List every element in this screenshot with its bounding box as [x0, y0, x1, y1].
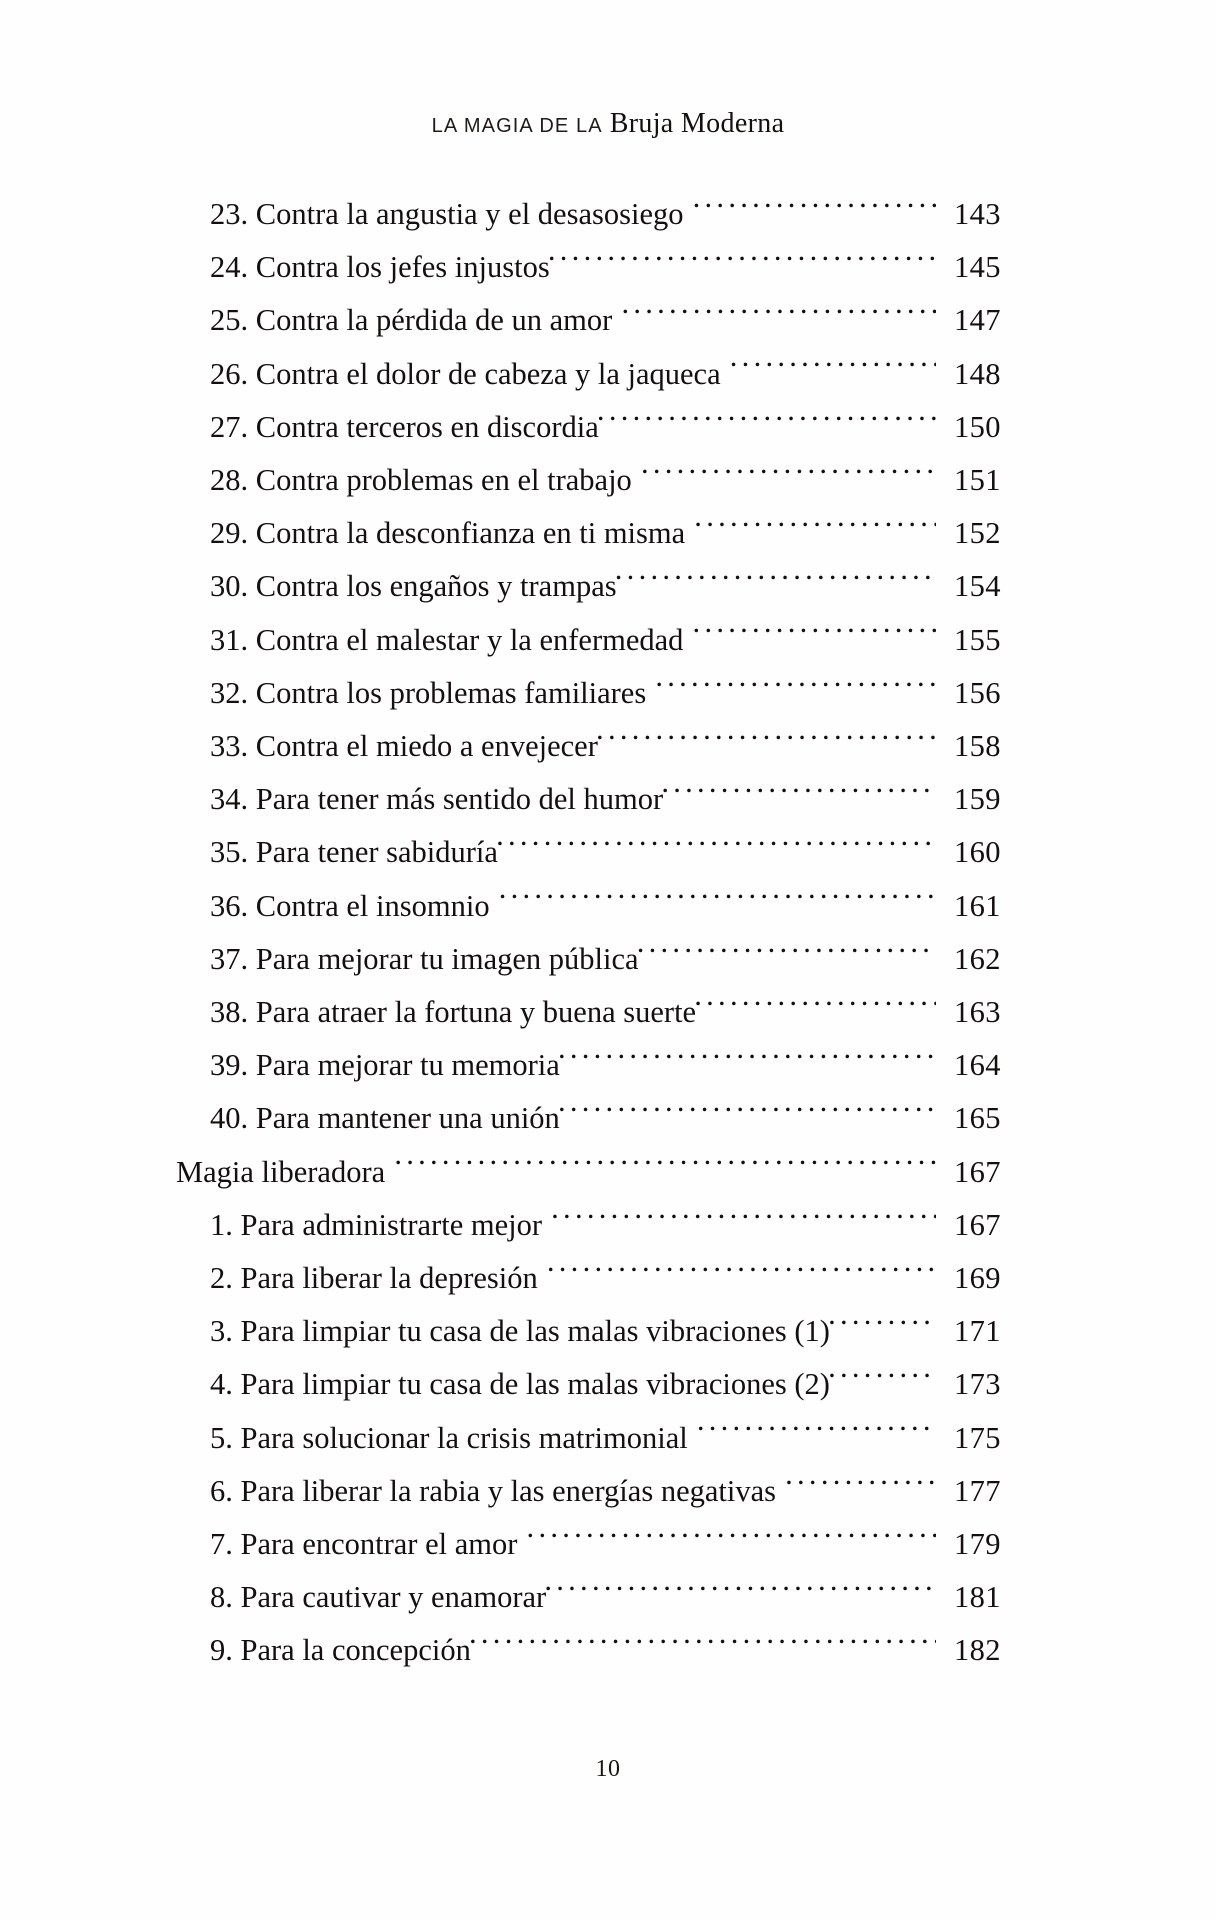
toc-entry-page-number: 179	[954, 1527, 1001, 1562]
toc-entry-page-number: 182	[954, 1633, 1001, 1668]
toc-entry-label: 29. Contra la desconfianza en ti misma	[210, 516, 686, 551]
toc-entry-page-number: 167	[954, 1154, 1001, 1189]
toc-entry[interactable]	[176, 454, 1040, 507]
toc-entry[interactable]	[176, 241, 1040, 294]
toc-entry[interactable]	[176, 1252, 1040, 1305]
toc-entry-page-number: 167	[954, 1207, 1001, 1242]
page-folio: 10	[595, 1756, 621, 1782]
toc-entry-page-number: 173	[954, 1367, 1001, 1402]
toc-entry-label: 32. Contra los problemas familiares	[210, 675, 647, 710]
toc-entry[interactable]	[176, 1039, 1040, 1092]
toc-entry-page-number: 169	[954, 1261, 1001, 1296]
toc-leader-dots	[730, 353, 937, 384]
toc-entry-page-number: 145	[954, 250, 1001, 285]
table-of-contents	[176, 188, 1040, 1678]
toc-entry[interactable]	[176, 1518, 1040, 1571]
toc-entry-label: 27. Contra terceros en discordia	[210, 409, 599, 444]
toc-entry-label: 3. Para limpiar tu casa de las malas vibraciones (1)	[210, 1314, 830, 1349]
toc-entry[interactable]	[176, 507, 1040, 560]
toc-entry[interactable]	[176, 1199, 1040, 1252]
toc-entry-label: 6. Para liberar la rabia y las energías negativas	[210, 1473, 776, 1508]
toc-entry-label: 2. Para liberar la depresión	[210, 1261, 538, 1296]
toc-entry-page-number: 181	[954, 1580, 1001, 1615]
toc-entry[interactable]	[176, 560, 1040, 613]
toc-entry[interactable]	[176, 614, 1040, 667]
toc-entry-page-number: 175	[954, 1420, 1001, 1455]
toc-entry[interactable]	[176, 1624, 1040, 1677]
toc-entry[interactable]	[176, 294, 1040, 347]
toc-entry-label: 26. Contra el dolor de cabeza y la jaqueca	[210, 356, 721, 391]
toc-entry[interactable]	[176, 1305, 1040, 1358]
toc-entry-label: 38. Para atraer la fortuna y buena suerte	[210, 995, 697, 1030]
toc-entry[interactable]	[176, 720, 1040, 773]
toc-leader-dots	[661, 779, 936, 810]
toc-entry-page-number: 148	[954, 356, 1001, 391]
toc-entry-page-number: 143	[954, 197, 1001, 231]
toc-leader-dots	[655, 672, 936, 703]
toc-entry-label: 4. Para limpiar tu casa de las malas vibraciones (2)	[210, 1367, 830, 1402]
toc-entry-label: 37. Para mejorar tu imagen pública	[210, 941, 639, 976]
toc-leader-dots	[637, 938, 937, 969]
toc-entry-label: 34. Para tener más sentido del humor	[210, 782, 664, 817]
running-head	[0, 108, 1216, 140]
toc-leader-dots	[548, 247, 936, 278]
toc-entry-page-number: 159	[954, 782, 1001, 817]
running-head-script: Bruja Moderna	[609, 108, 785, 139]
toc-leader-dots	[694, 513, 936, 544]
toc-leader-dots	[597, 406, 936, 437]
toc-leader-dots	[785, 1470, 936, 1501]
toc-entry[interactable]	[176, 188, 1040, 241]
toc-entry[interactable]	[176, 1465, 1040, 1518]
toc-entry[interactable]	[176, 348, 1040, 401]
toc-entry-page-number: 156	[954, 675, 1001, 710]
toc-entry-label: 33. Contra el miedo a envejecer	[210, 729, 598, 764]
toc-entry[interactable]	[176, 1146, 1040, 1199]
toc-leader-dots	[527, 1524, 937, 1555]
toc-entry[interactable]	[176, 1358, 1040, 1411]
toc-leader-dots	[551, 1204, 936, 1235]
toc-entry-label: 1. Para administrarte mejor	[210, 1207, 543, 1242]
toc-leader-dots	[499, 885, 937, 916]
toc-entry-label: 7. Para encontrar el amor	[210, 1527, 518, 1562]
toc-entry-label: 8. Para cautivar y enamorar	[210, 1580, 547, 1615]
toc-leader-dots	[544, 1577, 936, 1608]
toc-entry[interactable]	[176, 401, 1040, 454]
toc-leader-dots	[615, 566, 937, 597]
toc-entry-label: 28. Contra problemas en el trabajo	[210, 463, 632, 498]
toc-entry-page-number: 163	[954, 995, 1001, 1030]
toc-entry[interactable]	[176, 933, 1040, 986]
toc-leader-dots	[828, 1311, 936, 1342]
toc-leader-dots	[693, 194, 937, 225]
toc-leader-dots	[694, 992, 936, 1023]
toc-entry-page-number: 164	[954, 1048, 1001, 1083]
toc-entry-page-number: 154	[954, 569, 1001, 604]
toc-entry-label: 40. Para mantener una unión	[210, 1101, 560, 1136]
toc-entry-label: 23. Contra la angustia y el desasosiego	[210, 197, 684, 231]
toc-entry[interactable]	[176, 773, 1040, 826]
toc-entry-page-number: 147	[954, 303, 1001, 338]
toc-entry-label: 31. Contra el malestar y la enfermedad	[210, 622, 684, 657]
toc-entry-page-number: 160	[954, 835, 1001, 870]
toc-leader-dots	[547, 1258, 936, 1289]
toc-entry-page-number: 177	[954, 1473, 1001, 1508]
toc-leader-dots	[641, 460, 936, 491]
toc-entry-label: 36. Contra el insomnio	[210, 888, 490, 923]
toc-entry-label: Magia liberadora	[176, 1154, 386, 1189]
toc-entry-page-number: 165	[954, 1101, 1001, 1136]
toc-entry[interactable]	[176, 1092, 1040, 1145]
toc-entry-page-number: 161	[954, 888, 1001, 923]
toc-entry[interactable]	[176, 1412, 1040, 1465]
toc-entry[interactable]	[176, 986, 1040, 1039]
toc-leader-dots	[496, 832, 936, 863]
toc-entry-page-number: 158	[954, 729, 1001, 764]
toc-entry-page-number: 150	[954, 409, 1001, 444]
toc-entry-page-number: 151	[954, 463, 1001, 498]
toc-entry-page-number: 171	[954, 1314, 1001, 1349]
toc-entry-label: 9. Para la concepción	[210, 1633, 471, 1668]
toc-entry-label: 24. Contra los jefes injustos	[210, 250, 550, 285]
toc-entry-label: 25. Contra la pérdida de un amor	[210, 303, 613, 338]
toc-entry[interactable]	[176, 826, 1040, 879]
toc-entry-page-number: 152	[954, 516, 1001, 551]
toc-entry-label: 5. Para solucionar la crisis matrimonial	[210, 1420, 688, 1455]
toc-entry-label: 35. Para tener sabiduría	[210, 835, 498, 870]
toc-leader-dots	[596, 726, 936, 757]
toc-entry-label: 30. Contra los engaños y trampas	[210, 569, 617, 604]
toc-leader-dots	[469, 1630, 936, 1661]
toc-leader-dots	[394, 1151, 936, 1182]
toc-entry-page-number: 162	[954, 941, 1001, 976]
toc-entry[interactable]	[176, 1571, 1040, 1624]
toc-leader-dots	[558, 1045, 936, 1076]
toc-leader-dots	[693, 619, 937, 650]
running-head-smallcaps: LA MAGIA DE LA	[431, 115, 603, 137]
toc-leader-dots	[828, 1364, 936, 1395]
toc-leader-dots	[558, 1098, 936, 1129]
toc-entry-page-number: 155	[954, 622, 1001, 657]
toc-entry-label: 39. Para mejorar tu memoria	[210, 1048, 560, 1083]
toc-leader-dots	[621, 300, 936, 331]
toc-leader-dots	[697, 1417, 936, 1448]
toc-entry[interactable]	[176, 880, 1040, 933]
toc-entry[interactable]	[176, 667, 1040, 720]
